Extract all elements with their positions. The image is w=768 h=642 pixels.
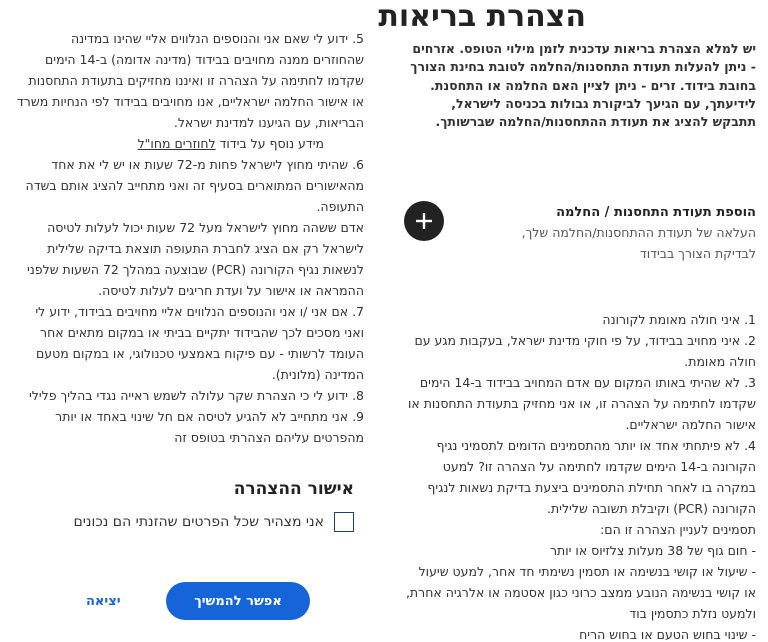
confirmation-label[interactable]: אני מצהיר שכל הפרטים שהזנתי הם נכונים bbox=[73, 514, 324, 530]
declarations-panel-left bbox=[16, 0, 364, 642]
declaration-item: 5. ידוע לי שאם אני והנוספים הנלווים אליי שהינו במדינה שהחוזרים ממנה מחויבים בבידוד (מדינה אדומה) ב-14 הימים שקדמו לחתימה על הצהרה זו ואיננו מחזיקים בתעודת התחסנות או אישור החלמה ישראליים, אנו מחויבים בבידוד לפי הנחיות משרד הבריאות, עם הגיענו למדינת ישראל. bbox=[16, 31, 364, 130]
confirmation-row[interactable] bbox=[16, 512, 354, 532]
confirmation-title: אישור ההצהרה bbox=[233, 479, 354, 499]
confirmation-checkbox[interactable] bbox=[334, 512, 354, 532]
upload-certificate-title: הוספת תעודת התחסנות / החלמה bbox=[556, 205, 756, 221]
plus-icon bbox=[414, 211, 434, 231]
declaration-item: 7. אם אני /ו אני והנוספים הנלווים אליי מחויבים בבידוד, ידוע לי ואני מסכים לכך שהבידוד יתקיים בביתי או במקום מתאים אחר העומד לרשותי - עם פיקוח באמצעי טכנולוגי, או במקום מטעם המדינה (מלונית). bbox=[35, 304, 364, 382]
intro-text: יש למלא הצהרת בריאות עדכנית לזמן מילוי הטופס. אזרחים - ניתן להעלות תעודת התחסנות/החלמה לטובת בחינת הצורך בחובת בידוד. זרים - ניתן לציין האם החלמה או התחסנת. לידיעתך, עם הגיעך לביקורת גבולות בכניסה לישראל, תתבקש להציג את תעודת ההתחסנות/החלמה שברשותך. bbox=[410, 41, 756, 130]
continue-button[interactable]: אפשר להמשיך bbox=[166, 582, 310, 620]
upload-certificate-description: העלאה של תעודת ההתחסנות/החלמה שלך, לבדיקת הצורך בבידוד bbox=[521, 225, 756, 262]
main-panel bbox=[378, 0, 756, 642]
symptoms-intro: תסמינים לעניין הצהרה זו הם: bbox=[600, 522, 756, 538]
symptom-item: - שיעול או קושי בנשימה או תסמין נשימתי חד אחר, למעט שיעול או קושי בנשימה הנובע ממצב כרוני כגון אסטמה או אלרגיה אחרת, ולמעט נזלת כתסמין בוד bbox=[405, 564, 756, 622]
declaration-note: אדם ששהה מחוץ לישראל מעל 72 שעות יכול לעלות לטיסה לישראל רק אם הציג לחברת התעופה תוצאת בדיקה שלילית לנשאות נגיף הקורונה (PCR) שבוצעה במהלך 72 השעות שלפני ההמראה או אישור על ועדת חריגים לעלות לטיסה. bbox=[26, 220, 364, 298]
declaration-item: 2. איני מחויב בבידוד, על פי חוקי מדינת ישראל, בעקבות מגע עם חולה מאומת. bbox=[414, 333, 756, 370]
add-certificate-button[interactable] bbox=[404, 201, 444, 241]
upload-certificate-section bbox=[404, 201, 756, 264]
declarations-list-right bbox=[404, 309, 756, 642]
declaration-item: 4. לא פיתחתי אחד או יותר מהתסמינים הדומים לתסמיני נגיף הקורונה ב-14 הימים שקדמו לחתימה על הצהרה זו? למעט במקרה בו לאחר תחילת התסמינים ביצעת בדיקת נשאות לנגיף הקורונה (PCR) וקיבלת תשובה שלילית. bbox=[427, 438, 756, 517]
symptom-item: - שינוי בחוש הטעם או בחוש הריח bbox=[579, 627, 756, 642]
exit-link[interactable]: יציאה bbox=[86, 593, 121, 609]
page-title: הצהרת בריאות bbox=[378, 0, 586, 34]
footer-actions bbox=[16, 582, 364, 620]
returning-from-abroad-link[interactable]: לחוזרים מחו"ל bbox=[137, 136, 216, 151]
declaration-item: 9. אני מתחייב לא להגיע לטיסה אם חל שינוי באחד או יותר מהפרטים עליהם הצהרתי בטופס זה bbox=[55, 409, 364, 445]
declaration-item: 1. איני חולה מאומת לקורונה bbox=[602, 312, 756, 328]
declaration-item: 6. שהיתי מחוץ לישראל פחות מ-72 שעות או יש לי את אחד מהאישורים המתוארים בסעיף זה ואני מתחייב להציג אותם בשדה התעופה. bbox=[25, 157, 364, 214]
declaration-item: 8. ידוע לי כי הצהרת שקר עלולה לשמש ראייה נגדי בהליך פלילי bbox=[28, 388, 364, 403]
declarations-list-left bbox=[16, 28, 364, 448]
more-info-text: מידע נוסף על בידוד bbox=[219, 136, 324, 151]
declaration-item-more-info bbox=[16, 133, 364, 154]
symptom-item: - חום גוף של 38 מעלות צלזיוס או יותר bbox=[549, 543, 756, 559]
declaration-item: 3. לא שהיתי באותו המקום עם אדם המחויב בבידוד ב-14 הימים שקדמו לחתימה על הצהרה זו, או אני מחזיק בתעודת התחסנות או אישור החלמה ישראליים. bbox=[407, 375, 756, 433]
